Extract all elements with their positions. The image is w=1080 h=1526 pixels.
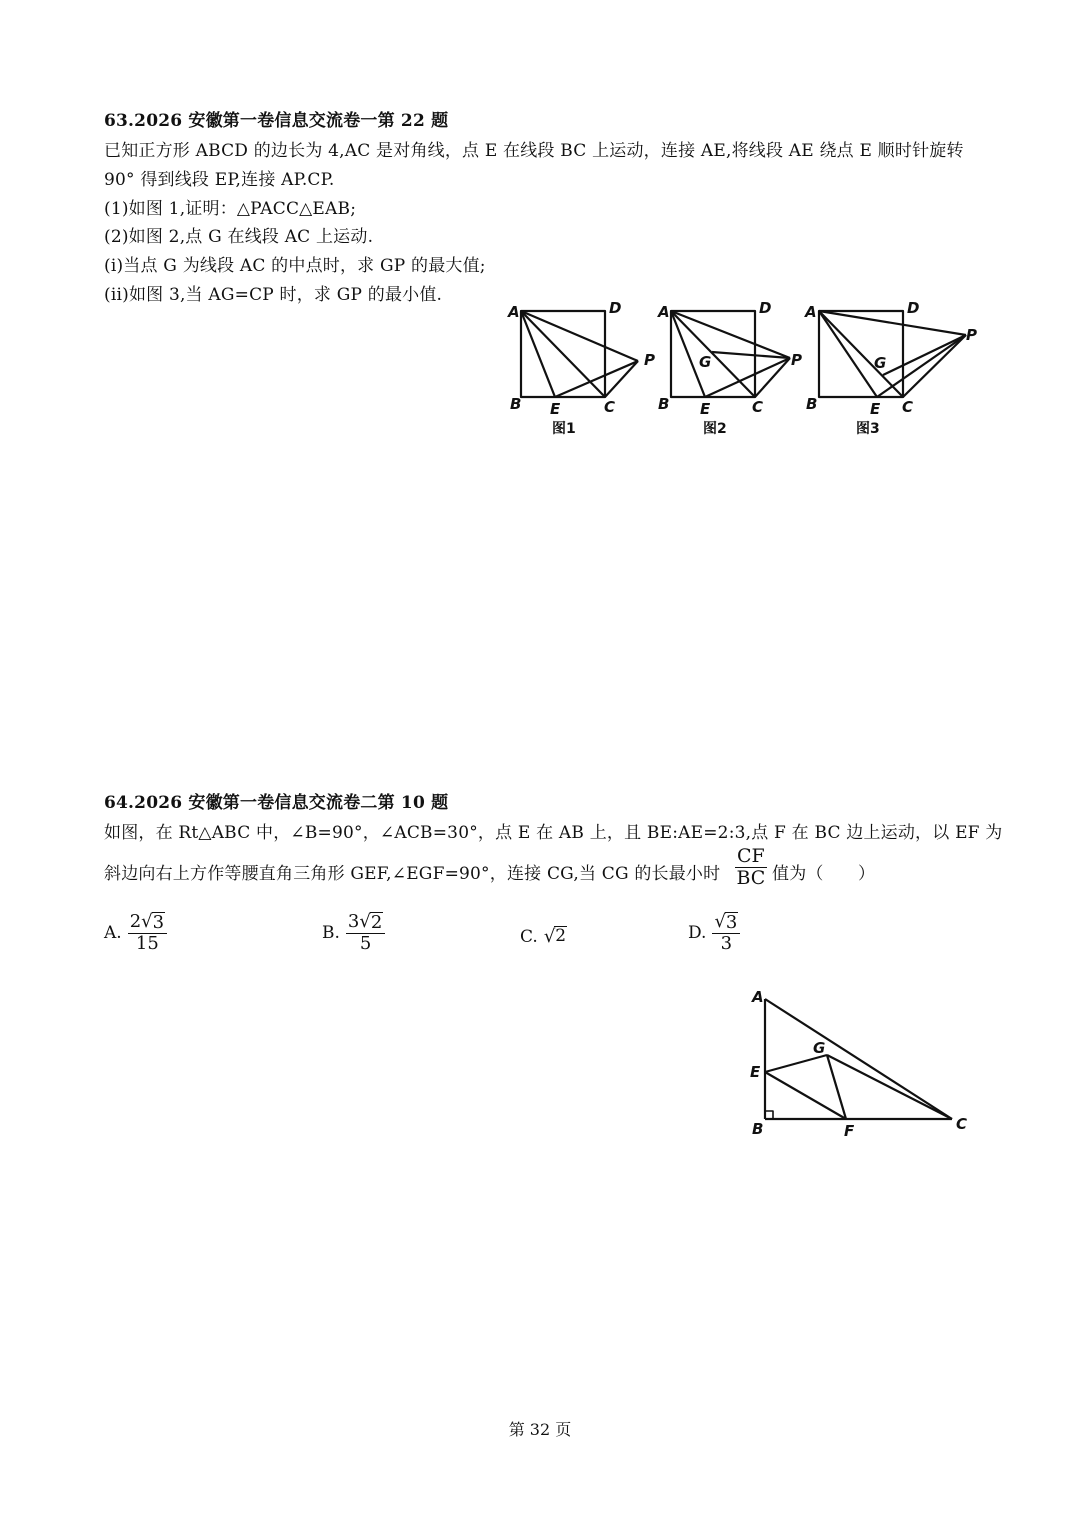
q64-label-e: E (750, 1063, 761, 1081)
figure-3 (819, 311, 966, 397)
option-a-radicand: 3 (152, 912, 165, 933)
q63-part2ii: (ii)如图 3,当 AG=CP 时，求 GP 的最小值. (104, 285, 443, 305)
fig3-caption: 图3 (856, 421, 880, 437)
fig1-label-a: A (508, 303, 520, 321)
option-a-fraction (128, 912, 167, 954)
fig3-label-b: B (806, 395, 818, 413)
fig3-label-c: C (902, 398, 914, 416)
option-d-denominator: 3 (720, 932, 733, 954)
fig2-label-c: C (752, 398, 764, 416)
fig2-label-b: B (658, 395, 670, 413)
q63-part1: (1)如图 1,证明：△PACC△EAB; (104, 199, 357, 219)
q63-title: 63.2026 安徽第一卷信息交流卷一第 22 题 (104, 111, 449, 131)
fig3-label-d: D (907, 299, 920, 317)
q63-figures (500, 295, 1000, 445)
fig1-label-d: D (609, 299, 622, 317)
fig2-label-e: E (700, 400, 711, 418)
q64-fraction-cf-bc (735, 846, 767, 889)
q64-label-f: F (844, 1122, 855, 1140)
figure-2 (671, 311, 790, 397)
page-number: 第 32 页 (508, 1420, 572, 1439)
sqrt-symbol: √ (141, 911, 153, 932)
option-b-label: B. (322, 923, 340, 944)
option-b-fraction (346, 912, 385, 954)
q64-option-d[interactable] (688, 912, 740, 954)
fig2-label-d: D (759, 299, 772, 317)
option-a-coef: 2 (129, 911, 142, 932)
fig1-label-e: E (550, 400, 561, 418)
q64-label-g: G (813, 1039, 826, 1057)
fig2-label-a: A (658, 303, 670, 321)
q64-stem-line2-post: 值为（ ） (772, 864, 876, 884)
fig2-label-p: P (791, 351, 802, 369)
fig3-label-p: P (966, 326, 977, 344)
option-c-label: C. (520, 926, 538, 947)
q64-label-a: A (752, 988, 764, 1006)
q64-figure (740, 985, 980, 1145)
option-b-coef: 3 (347, 911, 360, 932)
q64-label-b: B (752, 1120, 764, 1138)
option-d-radicand: 3 (725, 912, 738, 933)
fraction-denominator: BC (736, 866, 766, 889)
fraction-numerator: CF (737, 845, 765, 867)
fig3-label-e: E (870, 400, 881, 418)
option-d-fraction (712, 912, 740, 954)
fig3-label-g: G (874, 354, 887, 372)
q64-option-c[interactable] (520, 926, 567, 947)
q63-stem-line2: 90° 得到线段 EP,连接 AP.CP. (104, 170, 335, 190)
option-a-label: A. (104, 923, 122, 944)
q64-stem-line2-pre: 斜边向右上方作等腰直角三角形 GEF,∠EGF=90°，连接 CG,当 CG 的长最小时 (104, 864, 721, 884)
fig1-caption: 图1 (552, 421, 576, 437)
q64-stem-line1: 如图，在 Rt△ABC 中，∠B=90°，∠ACB=30°，点 E 在 AB 上，且 BE:AE=2:3,点 F 在 BC 边上运动，以 EF 为 (104, 823, 1003, 843)
fig1-label-b: B (510, 395, 522, 413)
q63-stem-line1: 已知正方形 ABCD 的边长为 4,AC 是对角线，点 E 在线段 BC 上运动，连接 AE,将线段 AE 绕点 E 顺时针旋转 (104, 141, 964, 161)
fig1-label-p: P (644, 351, 655, 369)
q63-part2i: (i)当点 G 为线段 AC 的中点时，求 GP 的最大值; (104, 256, 486, 276)
option-c-sqrt (544, 926, 567, 947)
fig3-label-a: A (805, 303, 817, 321)
option-d-label: D. (688, 923, 707, 944)
fig2-label-g: G (699, 353, 712, 371)
option-c-radicand: 2 (555, 926, 567, 946)
sqrt-symbol: √ (359, 911, 371, 932)
q64-option-a[interactable] (104, 912, 167, 954)
q64-label-c: C (956, 1115, 968, 1133)
q64-option-b[interactable] (322, 912, 385, 954)
figure-1 (521, 311, 638, 397)
fig1-label-c: C (604, 398, 616, 416)
option-b-denominator: 5 (359, 932, 372, 954)
sqrt-symbol: √ (543, 926, 556, 947)
option-a-denominator: 15 (135, 932, 159, 954)
q63-part2: (2)如图 2,点 G 在线段 AC 上运动. (104, 227, 374, 247)
q64-title: 64.2026 安徽第一卷信息交流卷二第 10 题 (104, 793, 449, 813)
fig2-caption: 图2 (703, 421, 727, 437)
sqrt-symbol: √ (714, 911, 726, 932)
option-b-radicand: 2 (370, 912, 383, 933)
